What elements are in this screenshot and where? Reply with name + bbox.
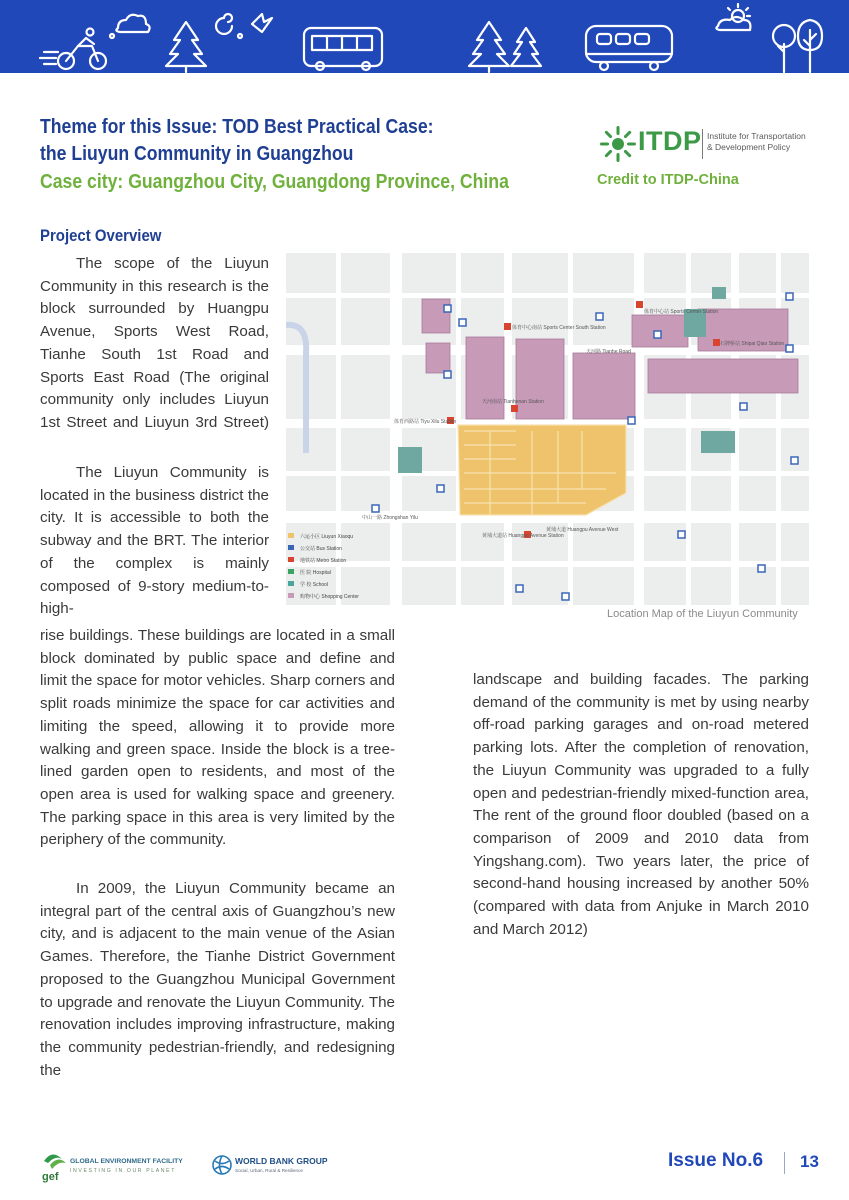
theme-title-line1: Theme for this Issue: TOD Best Practical Case: (40, 115, 434, 138)
station-label-sports-center-south: 体育中心南站 Sports Center South Station (512, 325, 606, 331)
station-label-huangpu-avenue: 黄埔大道站 Huangpu Avenue Station (482, 533, 564, 539)
world-bank-name: WORLD BANK GROUP (235, 1156, 328, 1166)
itdp-subtitle (707, 131, 806, 153)
gef-emblem-icon (44, 1154, 66, 1169)
credit-line: Credit to ITDP-China (597, 172, 739, 188)
paragraph-3-continued: landscape and building facades. The parking demand of the community is met by using nearby off-road parking garages and on-road metered parking lots. After the completion of renovation, the Liuyun Community was upgraded to a fully open and pedestrian-friendly mixed-function area, The rent of the ground floor doubled (based on a comparison of 2009 and 2010 data from Yingshang.com). Two years later, the price of second-hand housing increased by another 50% (compared with data from Anjuke in March 2010 and March 2012) (473, 671, 809, 938)
gef-logo (40, 1147, 200, 1183)
station-label-shipai-qiao: 石牌桥站 Shipai Qiao Station (720, 341, 785, 347)
legend-hospital: 医 院 Hospital (300, 570, 331, 576)
itdp-divider (702, 129, 703, 159)
itdp-subtitle-line1: Institute for Transportation (707, 131, 806, 141)
station-label-tianhenan: 天河南站 Tianhenan Station (482, 399, 544, 405)
cyclist-icon (40, 29, 106, 70)
paragraph-2-continued: rise buildings. These buildings are located in a small block dominated by public space and define and limit the space for motor vehicles. Sharp corners and split roads minimize the space for car activities and limiting the speed, allowing it to provide more walking and green space. Inside the block is a tree-lined garden open to residents, and most of the open area is used for walking space and greenery. The parking space in this area is very limited by the periphery of the community. (40, 627, 395, 849)
paragraph-1: The scope of the Liuyun Community in this research is the block surrounded by Huangpu Avenue, Sports West Road, Tianhe South 1st Road and Sports East Road (The original community only includes Liuyun 1st Street and Liuyun 3rd Street) (40, 255, 269, 431)
gef-short: gef (42, 1171, 59, 1183)
world-bank-logo (211, 1152, 331, 1178)
section-heading: Project Overview (40, 226, 162, 245)
legend-metro-station: 地铁站 Metro Station (300, 558, 347, 564)
road-label-huangpu: 黄埔大道 Huangpu Avenue West (546, 527, 619, 533)
trees-icon (773, 20, 822, 72)
footer-divider (784, 1152, 785, 1174)
station-label-tiyu-xilu: 体育西路站 Tiyu Xilu Station (394, 419, 457, 425)
bus-icon (304, 28, 382, 70)
liuyun-community-block (458, 425, 626, 515)
itdp-emblem-icon (598, 124, 638, 164)
location-map (286, 253, 809, 605)
gef-tagline: INVESTING IN OUR PLANET (70, 1168, 176, 1174)
itdp-wordmark: ITDP (638, 126, 702, 156)
world-bank-globe-icon (213, 1156, 231, 1174)
case-city-title: Case city: Guangzhou City, Guangdong Province, China (40, 170, 509, 193)
itdp-logo (598, 122, 818, 166)
header-banner (0, 0, 849, 73)
theme-title-line2: the Liuyun Community in Guangzhou (40, 142, 354, 165)
itdp-subtitle-line2: & Development Policy (707, 142, 791, 152)
sun-cloud-icon (716, 4, 750, 30)
cloud-icon (110, 15, 150, 38)
legend-bus-station: 公交站 Bus Station (300, 546, 342, 552)
legend-liuyun: 六运小区 Liuyun Xiaoqu (300, 534, 354, 540)
road-label-zhongshan: 中山一路 Zhongshan Yilu (362, 515, 418, 521)
world-bank-tagline: Social, Urban, Rural & Resilience (235, 1168, 303, 1173)
tree-icon (469, 22, 541, 72)
swirl-icon (216, 14, 242, 38)
issue-number: Issue No.6 (668, 1150, 764, 1171)
legend-school: 学 校 School (300, 582, 329, 588)
station-label-sports-center: 体育中心站 Sports Center Station (644, 309, 719, 315)
gef-name: GLOBAL ENVIRONMENT FACILITY (70, 1158, 183, 1165)
title-block (40, 113, 580, 196)
paragraph-2-wrap: The Liuyun Community is located in the business district the city. It is accessible to both the subway and the BRT. The interior of the complex is mainly composed of 9-story medium-to-high- (40, 464, 269, 618)
map-caption: Location Map of the Liuyun Community (607, 608, 798, 620)
tree-icon (166, 22, 206, 72)
paragraph-3: In 2009, the Liuyun Community became an integral part of the central axis of Guangzhou’s new city, and is adjacent to the main venue of the Asian Games. Therefore, the Tianhe District Government proposed to the Guangzhou Municipal Government to upgrade and renovate the Liuyun Community. The renovation includes improving infrastructure, making the community pedestrian-friendly, and redesigning the (40, 880, 395, 1079)
train-icon (586, 26, 672, 70)
legend-shopping-center: 购物中心 Shopping Center (300, 594, 359, 600)
bird-icon (252, 14, 272, 32)
road-label-tianhe: 天河路 Tianhe Road (586, 349, 631, 355)
page-number: 13 (800, 1152, 819, 1171)
